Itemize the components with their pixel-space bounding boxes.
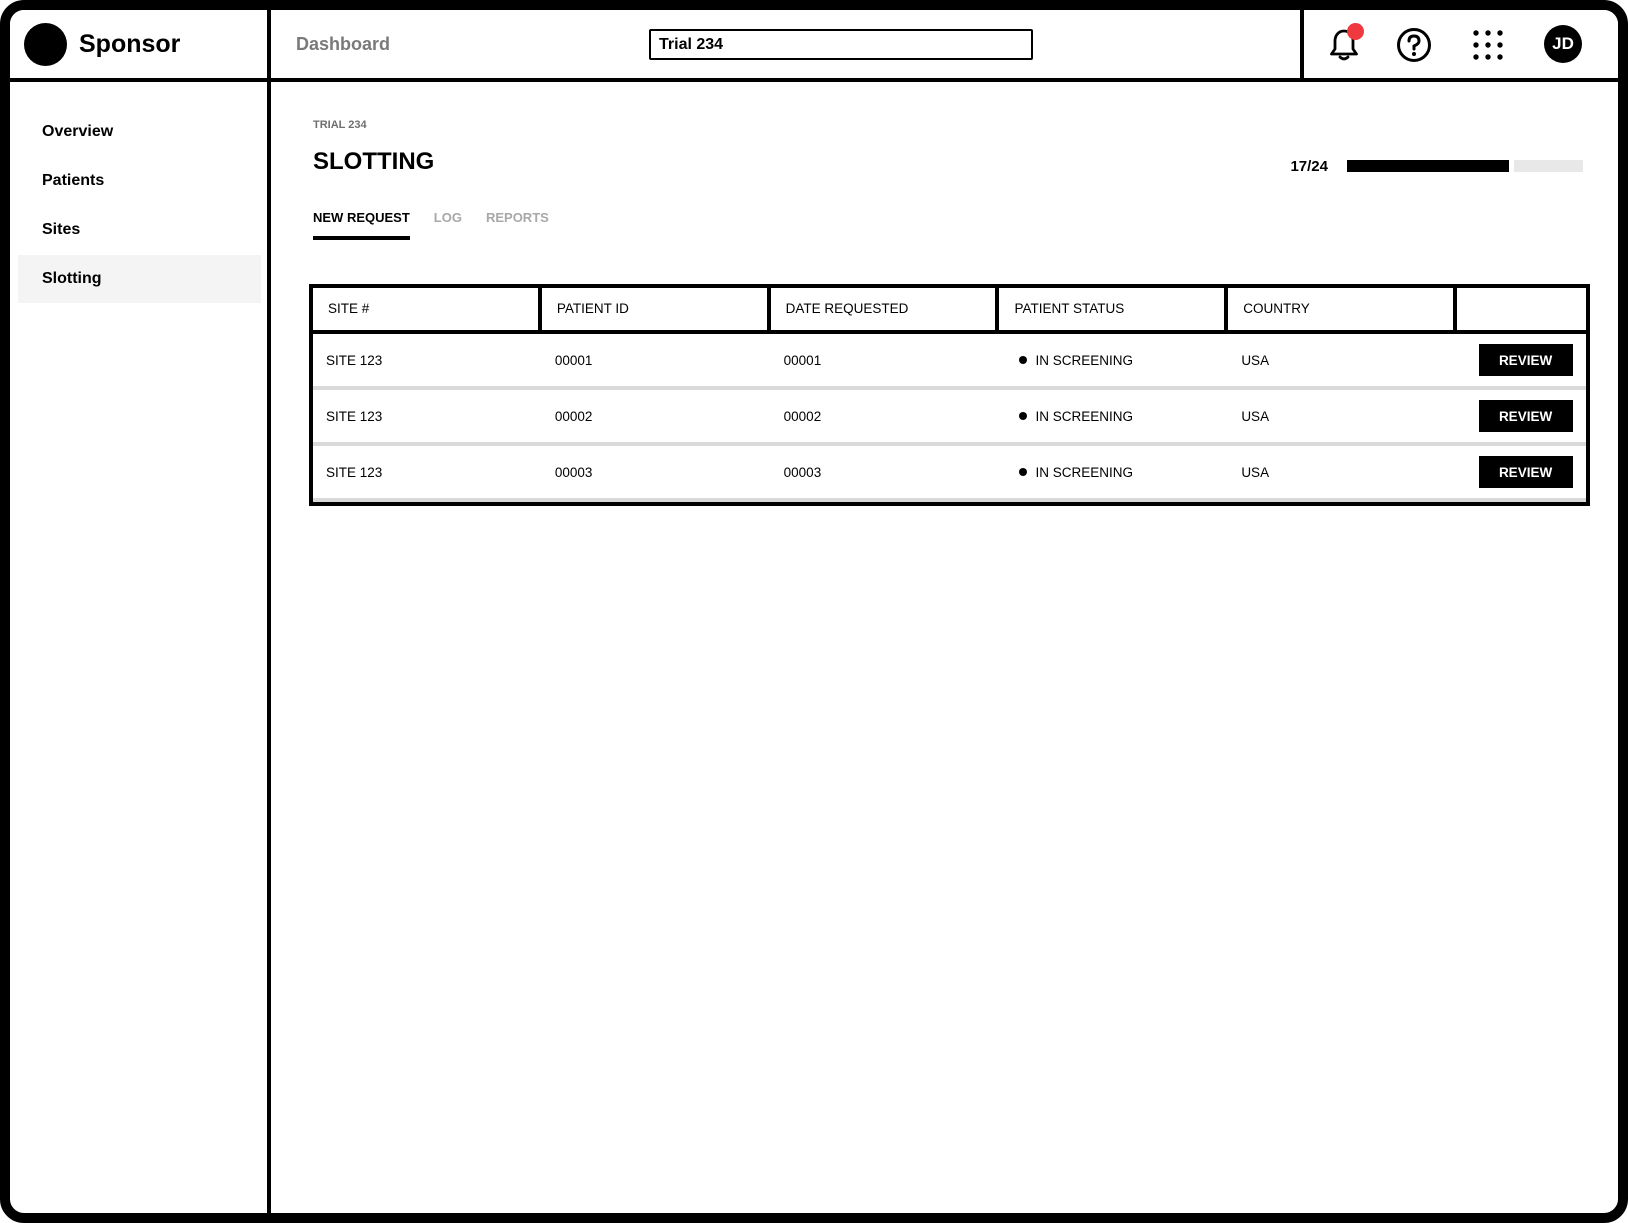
cell-country: USA [1241,352,1270,368]
column-header-actions [1457,288,1586,330]
cell-patient-status [999,409,1228,424]
apps-button[interactable] [1468,25,1508,65]
brand-name: Sponsor [79,29,181,58]
review-button[interactable]: REVIEW [1479,456,1573,488]
top-header [10,10,1618,82]
table-header [313,288,1586,334]
progress-label: 17/24 [1290,158,1328,175]
tab-bar [313,210,573,240]
cell-patient-id: 00003 [554,464,593,480]
column-header-date-requested[interactable]: DATE REQUESTED [771,288,1000,330]
brand[interactable] [10,10,271,78]
sidebar-item-slotting[interactable]: Slotting [18,255,261,303]
sidebar-item-sites[interactable]: Sites [42,221,81,238]
cell-date-requested: 00001 [783,352,822,368]
column-header-patient-status[interactable]: PATIENT STATUS [999,288,1228,330]
sidebar-item-patients[interactable]: Patients [42,172,105,189]
help-button[interactable] [1394,25,1434,65]
search-input[interactable] [649,29,1033,60]
user-avatar[interactable]: JD [1544,25,1582,63]
breadcrumb[interactable]: Dashboard [296,34,391,54]
status-text: IN SCREENING [1035,464,1133,480]
tab-log[interactable]: LOG [433,210,462,225]
review-button[interactable]: REVIEW [1479,344,1573,376]
table-row [313,446,1586,502]
cell-patient-id: 00002 [554,408,593,424]
apps-grid-icon [1473,30,1503,60]
cell-country: USA [1241,408,1270,424]
cell-patient-status [999,353,1228,368]
page-title: SLOTTING [313,148,435,175]
status-text: IN SCREENING [1035,408,1133,424]
cell-date-requested: 00003 [783,464,822,480]
status-dot-icon [1019,356,1027,364]
header-actions [1300,10,1618,78]
column-header-site[interactable]: SITE # [313,288,542,330]
review-button[interactable]: REVIEW [1479,400,1573,432]
sidebar [10,82,271,1223]
slotting-table [309,284,1590,506]
notification-badge [1347,23,1364,40]
cell-country: USA [1241,464,1270,480]
cell-actions [1457,456,1586,488]
progress-bar [1347,160,1583,172]
main-content [271,82,1618,1223]
brand-logo-icon [24,23,67,66]
table-row [313,390,1586,446]
cell-actions [1457,400,1586,432]
table-row [313,334,1586,390]
column-header-country[interactable]: COUNTRY [1228,288,1457,330]
status-dot-icon [1019,468,1027,476]
progress-bar-fill [1347,160,1514,172]
status-dot-icon [1019,412,1027,420]
sidebar-item-overview[interactable]: Overview [42,123,114,140]
cell-date-requested: 00002 [783,408,822,424]
cell-site: SITE 123 [326,464,383,480]
notifications-button[interactable] [1324,25,1364,65]
cell-patient-id: 00001 [554,352,593,368]
status-text: IN SCREENING [1035,352,1133,368]
cell-patient-status [999,465,1228,480]
trial-eyebrow: TRIAL 234 [313,119,367,131]
column-header-patient-id[interactable]: PATIENT ID [542,288,771,330]
tab-reports[interactable]: REPORTS [485,210,549,225]
tab-new-request[interactable]: NEW REQUEST [313,210,410,240]
help-icon [1396,27,1432,63]
cell-actions [1457,344,1586,376]
cell-site: SITE 123 [326,352,383,368]
cell-site: SITE 123 [326,408,383,424]
